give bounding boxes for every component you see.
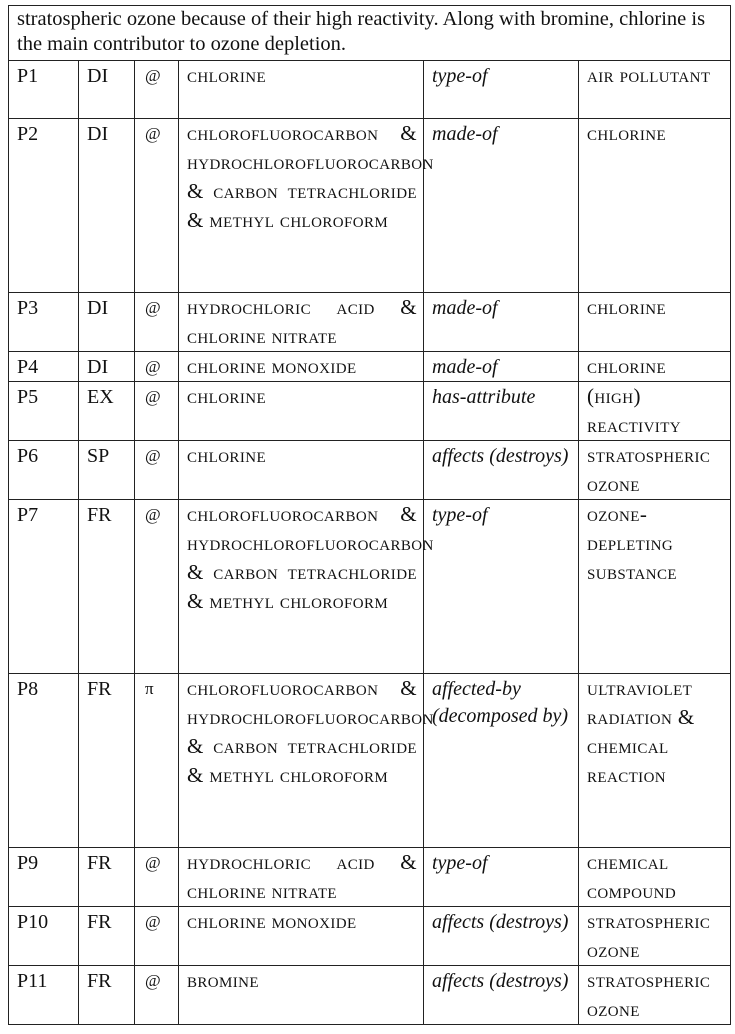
proposition-symbol: @ — [135, 500, 179, 674]
proposition-type: SP — [79, 441, 135, 500]
object-entity: stratospheric ozone — [579, 966, 731, 1025]
object-entity: chlorine — [579, 352, 731, 382]
table-row — [9, 966, 731, 1025]
relation: made-of — [424, 293, 579, 352]
proposition-type: FR — [79, 848, 135, 907]
object-entity: (high) reactivity — [579, 382, 731, 441]
object-entity: stratospheric ozone — [579, 907, 731, 966]
proposition-symbol: @ — [135, 907, 179, 966]
table-row — [9, 382, 731, 441]
proposition-symbol: π — [135, 674, 179, 848]
table-row — [9, 674, 731, 848]
relation: type-of — [424, 500, 579, 674]
object-entity: ozone-depleting substance — [579, 500, 731, 674]
proposition-id: P8 — [9, 674, 79, 848]
relation: type-of — [424, 848, 579, 907]
subject-entity: hydrochloric acid & chlorine nitrate — [179, 848, 424, 907]
proposition-type: DI — [79, 119, 135, 293]
table-row — [9, 119, 731, 293]
table-row — [9, 500, 731, 674]
object-entity: ultraviolet radiation & chemical reaction — [579, 674, 731, 848]
intro-row — [9, 6, 731, 61]
subject-entity: chlorine — [179, 441, 424, 500]
relation: affects (destroys) — [424, 907, 579, 966]
table-row — [9, 907, 731, 966]
relation: affects (destroys) — [424, 441, 579, 500]
relation: made-of — [424, 119, 579, 293]
object-entity: chlorine — [579, 293, 731, 352]
proposition-id: P6 — [9, 441, 79, 500]
relation: type-of — [424, 61, 579, 119]
proposition-type: FR — [79, 966, 135, 1025]
proposition-id: P3 — [9, 293, 79, 352]
proposition-symbol: @ — [135, 119, 179, 293]
proposition-id: P5 — [9, 382, 79, 441]
table-row — [9, 61, 731, 119]
proposition-type: FR — [79, 500, 135, 674]
subject-entity: chlorine — [179, 61, 424, 119]
proposition-id: P9 — [9, 848, 79, 907]
table-row — [9, 848, 731, 907]
intro-text: stratospheric ozone because of their high reactivity. Along with bromine, chlorine is the main contributor to ozone depletion. — [9, 6, 731, 61]
relation: affects (destroys) — [424, 966, 579, 1025]
subject-entity: hydrochloric acid & chlorine nitrate — [179, 293, 424, 352]
proposition-table — [8, 5, 731, 1025]
subject-entity: chlorine — [179, 382, 424, 441]
proposition-id: P7 — [9, 500, 79, 674]
proposition-type: FR — [79, 674, 135, 848]
proposition-symbol: @ — [135, 293, 179, 352]
subject-entity: chlorofluorocarbon & hydrochlorofluorocarbon & carbon tetrachloride & methyl chloroform — [179, 119, 424, 293]
proposition-type: FR — [79, 907, 135, 966]
proposition-id: P4 — [9, 352, 79, 382]
relation: has-attribute — [424, 382, 579, 441]
proposition-id: P11 — [9, 966, 79, 1025]
proposition-symbol: @ — [135, 441, 179, 500]
relation: made-of — [424, 352, 579, 382]
proposition-symbol: @ — [135, 848, 179, 907]
proposition-id: P1 — [9, 61, 79, 119]
subject-entity: chlorofluorocarbon & hydrochlorofluorocarbon & carbon tetrachloride & methyl chloroform — [179, 674, 424, 848]
proposition-symbol: @ — [135, 382, 179, 441]
subject-entity: chlorofluorocarbon & hydrochlorofluorocarbon & carbon tetrachloride & methyl chloroform — [179, 500, 424, 674]
proposition-id: P2 — [9, 119, 79, 293]
proposition-symbol: @ — [135, 352, 179, 382]
subject-entity: chlorine monoxide — [179, 352, 424, 382]
proposition-symbol: @ — [135, 61, 179, 119]
table-row — [9, 352, 731, 382]
proposition-type: EX — [79, 382, 135, 441]
subject-entity: bromine — [179, 966, 424, 1025]
proposition-symbol: @ — [135, 966, 179, 1025]
table-row — [9, 441, 731, 500]
object-entity: chemical compound — [579, 848, 731, 907]
subject-entity: chlorine monoxide — [179, 907, 424, 966]
proposition-type: DI — [79, 293, 135, 352]
object-entity: chlorine — [579, 119, 731, 293]
table-row — [9, 293, 731, 352]
proposition-type: DI — [79, 352, 135, 382]
proposition-type: DI — [79, 61, 135, 119]
object-entity: stratospheric ozone — [579, 441, 731, 500]
proposition-id: P10 — [9, 907, 79, 966]
object-entity: air pollutant — [579, 61, 731, 119]
relation: affected-by (decomposed by) — [424, 674, 579, 848]
